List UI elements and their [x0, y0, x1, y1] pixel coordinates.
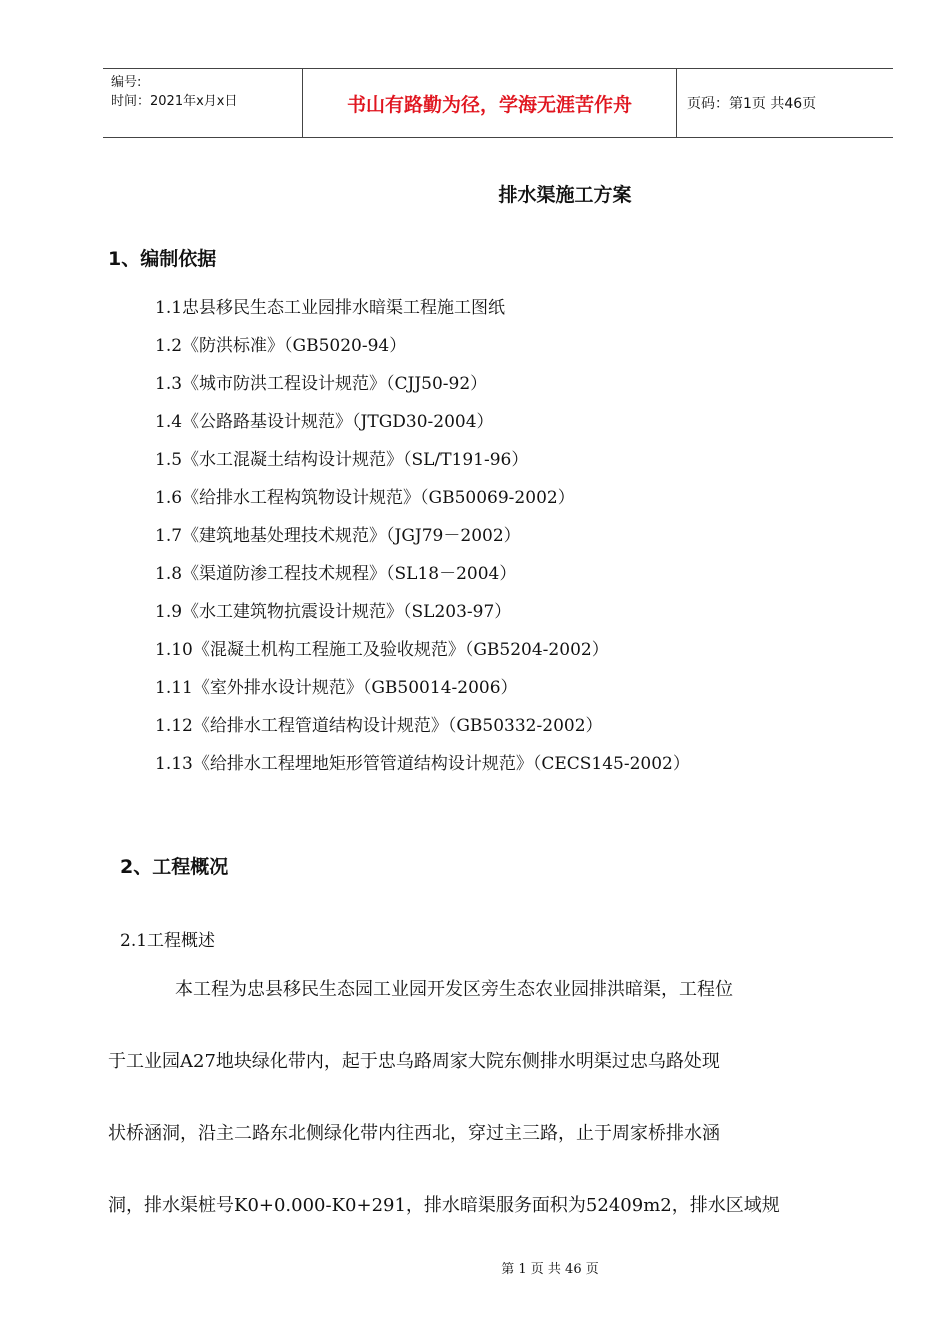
- reference-item: 1.4《公路路基设计规范》（JTGD30-2004）: [155, 412, 494, 432]
- reference-item: 1.3《城市防洪工程设计规范》（CJJ50-92）: [155, 374, 488, 394]
- paragraph-line: 洞，排水渠桩号K0+0.000-K0+291，排水暗渠服务面积为52409m2，排水区域规: [108, 1195, 780, 1216]
- number-label: 编号:: [111, 75, 142, 90]
- paragraph-line: 状桥涵洞，沿主二路东北侧绿化带内往西北，穿过主三路，止于周家桥排水涵: [108, 1123, 720, 1144]
- document-title: 排水渠施工方案: [498, 184, 632, 206]
- time-label: 时间：2021年x月x日: [111, 94, 238, 109]
- reference-item: 1.10《混凝土机构工程施工及验收规范》（GB5204-2002）: [155, 640, 609, 660]
- reference-item: 1.13《给排水工程埋地矩形管管道结构设计规范》（CECS145-2002）: [155, 754, 690, 774]
- reference-item: 1.11《室外排水设计规范》（GB50014-2006）: [155, 678, 518, 698]
- reference-item: 1.6《给排水工程构筑物设计规范》（GB50069-2002）: [155, 488, 575, 508]
- section2-heading: 2、工程概况: [120, 856, 229, 878]
- paragraph-line: 本工程为忠县移民生态园工业园开发区旁生态农业园排洪暗渠，工程位: [175, 979, 733, 1000]
- page-footer: 第 1 页 共 46 页: [501, 1262, 599, 1277]
- paragraph-line: 于工业园A27地块绿化带内，起于忠乌路周家大院东侧排水明渠过忠乌路处现: [108, 1051, 720, 1072]
- reference-item: 1.2《防洪标准》（GB5020-94）: [155, 336, 407, 356]
- header-meta: [103, 69, 303, 137]
- reference-item: 1.12《给排水工程管道结构设计规范》（GB50332-2002）: [155, 716, 603, 736]
- reference-item: 1.1忠县移民生态工业园排水暗渠工程施工图纸: [155, 298, 506, 318]
- section1-heading: 1、编制依据: [108, 248, 217, 270]
- header-motto: 书山有路勤为径，学海无涯苦作舟: [303, 69, 677, 137]
- reference-item: 1.7《建筑地基处理技术规范》（JGJ79－2002）: [155, 526, 521, 546]
- section2-subheading: 2.1工程概述: [120, 931, 216, 951]
- reference-item: 1.9《水工建筑物抗震设计规范》（SL203-97）: [155, 602, 512, 622]
- page-header: [103, 68, 893, 138]
- header-page-info: 页码：第1页 共46页: [687, 96, 817, 112]
- reference-item: 1.5《水工混凝土结构设计规范》（SL/T191-96）: [155, 450, 529, 470]
- reference-item: 1.8《渠道防渗工程技术规程》（SL18－2004）: [155, 564, 517, 584]
